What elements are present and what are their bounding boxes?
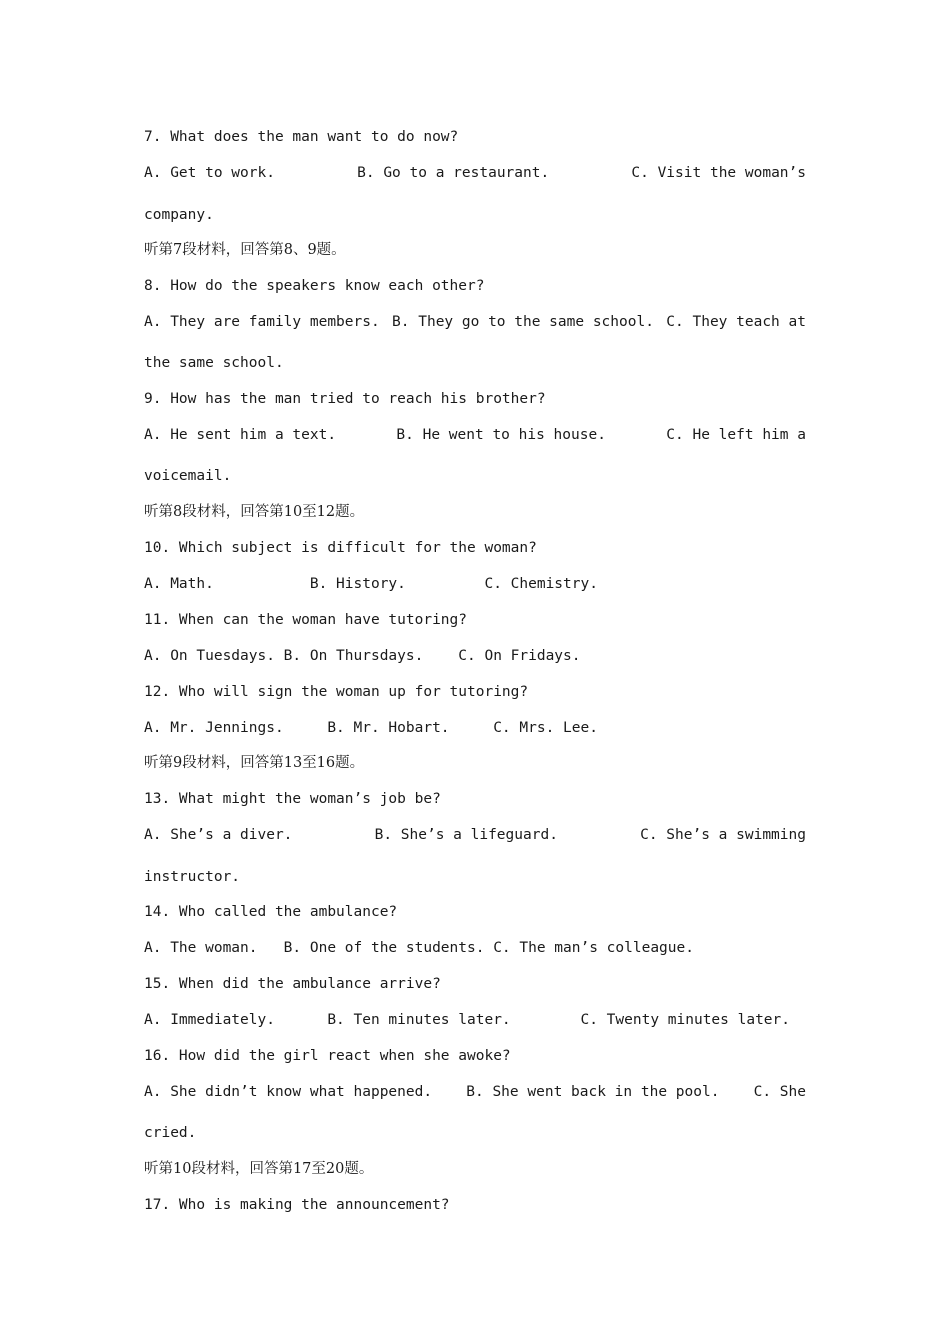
- option-c: C. Visit the woman’s: [631, 165, 806, 181]
- option-a: A. Get to work.: [144, 165, 275, 181]
- question-10: 10. Which subject is difficult for the woman?: [144, 540, 537, 556]
- question-15: 15. When did the ambulance arrive?: [144, 976, 441, 992]
- option-a: A. She’s a diver.: [144, 827, 293, 843]
- question-13-options: [144, 825, 806, 845]
- question-10-options: A. Math. B. History. C. Chemistry.: [144, 576, 598, 592]
- question-11: 11. When can the woman have tutoring?: [144, 612, 468, 628]
- section-heading-9: 听第9段材料，回答第13至16题。: [144, 755, 365, 771]
- section-heading-8: 听第8段材料，回答第10至12题。: [144, 504, 365, 520]
- question-11-options: A. On Tuesdays. B. On Thursdays. C. On Fridays.: [144, 648, 581, 664]
- question-14-options: A. The woman. B. One of the students. C. The man’s colleague.: [144, 940, 694, 956]
- option-c-continued: company.: [144, 207, 214, 223]
- option-b: B. She went back in the pool.: [466, 1084, 720, 1100]
- option-c: C. She’s a swimming: [640, 827, 806, 843]
- section-heading-7: 听第7段材料，回答第8、9题。: [144, 242, 346, 258]
- option-a: A. He sent him a text.: [144, 427, 337, 443]
- question-12: 12. Who will sign the woman up for tutoring?: [144, 684, 529, 700]
- option-a: A. They are family members.: [144, 314, 380, 330]
- question-14: 14. Who called the ambulance?: [144, 904, 398, 920]
- option-c-continued: voicemail.: [144, 468, 232, 484]
- option-a: A. She didn’t know what happened.: [144, 1084, 433, 1100]
- option-c: C. He left him a: [666, 427, 806, 443]
- option-b: B. He went to his house.: [396, 427, 606, 443]
- question-12-options: A. Mr. Jennings. B. Mr. Hobart. C. Mrs. Lee.: [144, 720, 598, 736]
- question-7: 7. What does the man want to do now?: [144, 129, 459, 145]
- question-15-options: A. Immediately. B. Ten minutes later. C. Twenty minutes later.: [144, 1012, 791, 1028]
- question-9: 9. How has the man tried to reach his brother?: [144, 391, 546, 407]
- question-7-options: [144, 163, 806, 183]
- option-c-continued: instructor.: [144, 869, 241, 885]
- question-16-options: [144, 1082, 806, 1102]
- question-16: 16. How did the girl react when she awoke?: [144, 1048, 511, 1064]
- option-b: B. They go to the same school.: [392, 314, 654, 330]
- section-heading-10: 听第10段材料，回答第17至20题。: [144, 1161, 374, 1177]
- question-8-options: [144, 312, 806, 332]
- option-c: C. She: [753, 1084, 806, 1100]
- option-c-continued: cried.: [144, 1125, 197, 1141]
- question-8: 8. How do the speakers know each other?: [144, 278, 485, 294]
- option-b: B. Go to a restaurant.: [357, 165, 550, 181]
- question-13: 13. What might the woman’s job be?: [144, 791, 441, 807]
- option-b: B. She’s a lifeguard.: [374, 827, 558, 843]
- option-c-continued: the same school.: [144, 355, 284, 371]
- option-c: C. They teach at: [666, 314, 806, 330]
- question-9-options: [144, 425, 806, 445]
- question-17: 17. Who is making the announcement?: [144, 1197, 450, 1213]
